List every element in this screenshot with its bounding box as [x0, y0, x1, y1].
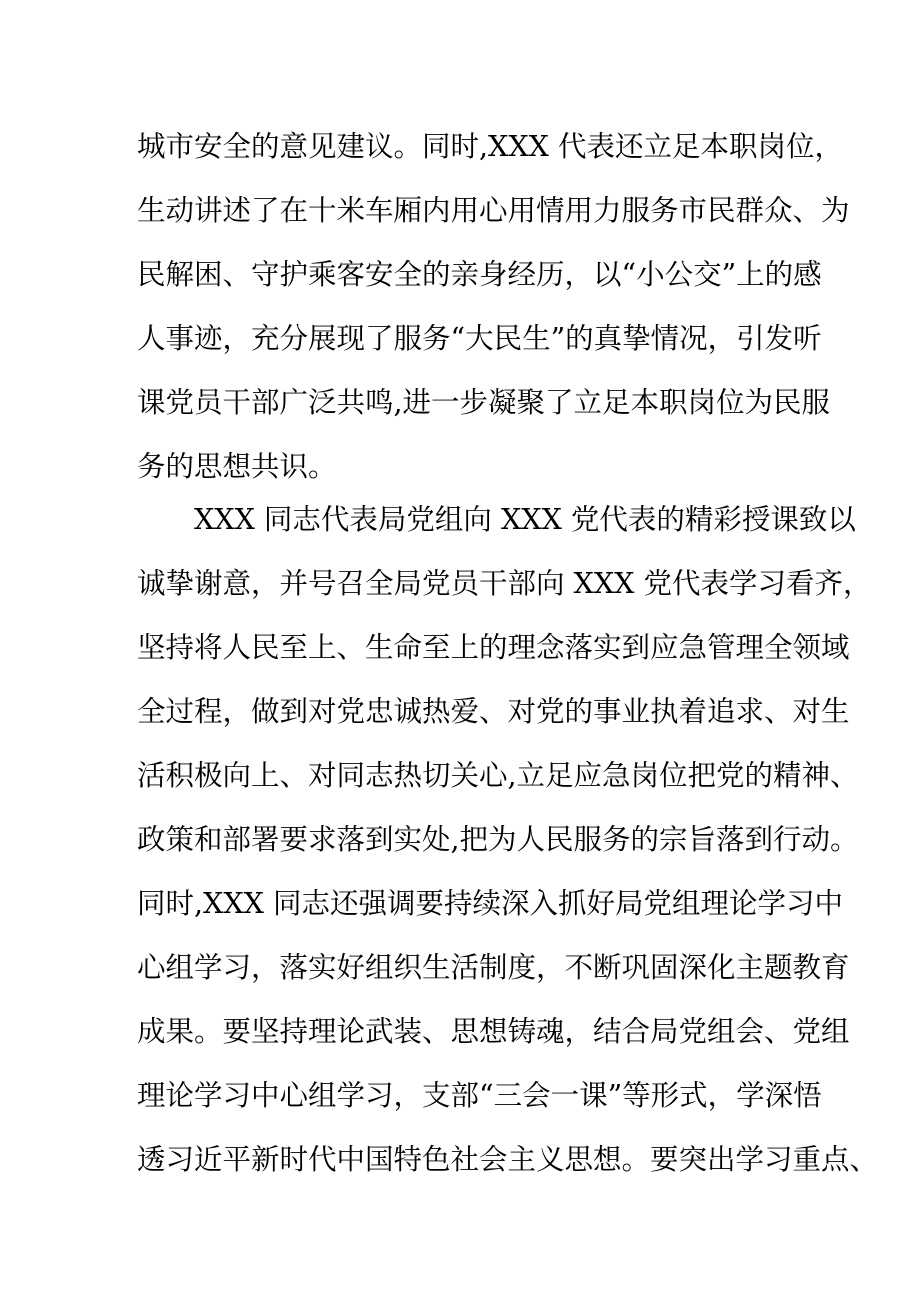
paragraph-2: [137, 488, 879, 1192]
paragraph-1: [137, 115, 850, 499]
text-line: 心组学习，落实好组织生活制度，不断巩固深化主题教育: [137, 951, 850, 984]
text-line: 理论学习中心组学习，支部“三会一课”等形式，学深悟: [137, 1079, 822, 1112]
text-line: 坚持将人民至上、生命至上的理念落实到应急管理全领域: [137, 631, 850, 664]
text-line: 诚挚谢意，并号召全局党员干部向 XXX 党代表学习看齐，: [137, 567, 872, 600]
text-line: 人事迹，充分展现了服务“大民生”的真挚情况，引发听: [137, 322, 822, 355]
text-line: 务的思想共识。: [137, 450, 337, 483]
text-line: 透习近平新时代中国特色社会主义思想。要突出学习重点、: [137, 1143, 879, 1176]
text-line: 政策和部署要求落到实处,把为人民服务的宗旨落到行动。: [137, 823, 859, 856]
text-line: 生动讲述了在十米车厢内用心用情用力服务市民群众、为: [137, 194, 850, 227]
text-line: XXX 同志代表局党组向 XXX 党代表的精彩授课致以: [194, 503, 856, 536]
text-line: 民解困、守护乘客安全的亲身经历，以“小公交”上的感: [137, 258, 822, 291]
text-line: 成果。要坚持理论武装、思想铸魂，结合局党组会、党组: [137, 1015, 850, 1048]
text-line: 同时,XXX 同志还强调要持续深入抓好局党组理论学习中: [137, 887, 843, 920]
text-line: 全过程，做到对党忠诚热爱、对党的事业执着追求、对生: [137, 695, 850, 728]
text-line: 课党员干部广泛共鸣,进一步凝聚了立足本职岗位为民服: [137, 386, 831, 419]
text-line: 城市安全的意见建议。同时,XXX 代表还立足本职岗位，: [137, 130, 843, 163]
text-line: 活积极向上、对同志热切关心,立足应急岗位把党的精神、: [137, 759, 859, 792]
